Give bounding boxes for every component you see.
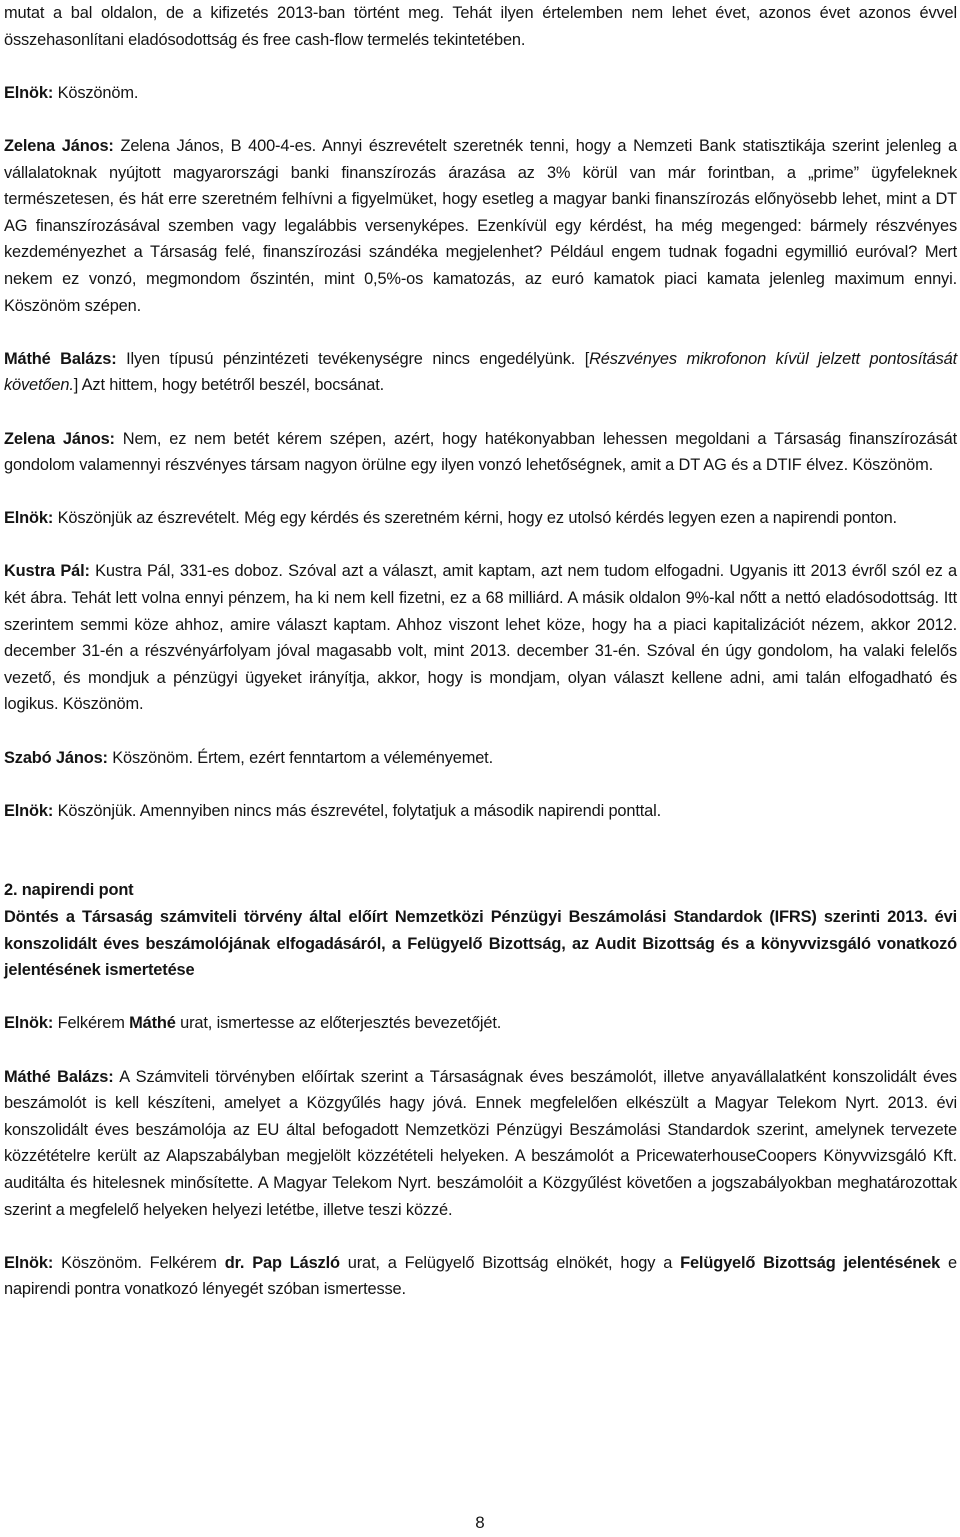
paragraph-text: A Számviteli törvényben előírtak szerint a Társaságnak éves beszámolót, illetve anyavállalatként konszolidált éves beszámolót is kell készíteni, amelyet a Közgyűlés hagy jóvá. Ennek megfelelően elkészült a Magyar Telekom Nyrt. 2013. évi konszolidált éves beszámolója az EU által befogadott Nemzetközi Pénzügyi Beszámolási Standardok szerint, amelynek tervezete közzétételre került az Alapszabályban megjelölt közzétételi helyeken. A beszámolót a PricewaterhouseCoopers Könyvvizsgáló Kft. auditálta és hitelesnek minősítette. A Magyar Telekom Nyrt. beszámolóit a Közgyűlést követően a jogszabályokban meghatározottak szerint a megfelelő helyeken helyezi letétbe, illetve teszi közzé. (4, 1067, 957, 1219)
speaker-name: Zelena János: (4, 429, 115, 448)
paragraph-text: Köszönjük az észrevételt. Még egy kérdés és szeretném kérni, hogy ez utolsó kérdés legyen ezen a napirendi ponton. (53, 509, 897, 528)
speaker-paragraph (4, 505, 957, 532)
speaker-paragraph (4, 80, 957, 107)
paragraph-text: urat, a Felügyelő Bizottság elnökét, hogy a (339, 1253, 681, 1272)
speaker-name: Elnök: (4, 1014, 54, 1033)
speaker-paragraph (4, 798, 957, 825)
bold-name: Máthé (129, 1014, 176, 1033)
speaker-paragraph (4, 346, 957, 399)
paragraph-text: Zelena János, B 400-4-es. Annyi észrevételt szeretnék tenni, hogy a Nemzeti Bank statisztikája szerint jelenleg a vállalatoknak nyújtott magyarországi banki finanszírozás árazása az 3% körül van már forintban, a „prime” ügyfeleknek természetesen, és hát erre szeretném felhívni a figyelmüket, hogy esetleg a magyar banki finanszírozás előnyösebb lehet, mint a DT AG finanszírozásával szemben vagy legalábbis versenyképes. Ezenkívül egy kérdést, ha még megenged: bármely részvényes kezdeményezhet a Társaság felé, finanszírozási szándéka megjelenhet? Például engem tudnak fogadni egymillió euróval? Mert nekem ez vonzó, megmondom őszintén, mint 0,5%-os kamatozás, az euró kamatok piaci kamata jelenleg maximum ennyi. Köszönöm szépen. (4, 136, 958, 315)
paragraph-text: Kustra Pál, 331-es doboz. Szóval azt a választ, amit kaptam, azt nem tudom elfogadni. Ugyanis itt 2013 évről szól ez a két ábra. Tehát lett volna ennyi pénzem, ha ki nem kell fizetni, ez a 68 milliárd. A másik oldalon 9%-kal nőtt a nettó eladósodottság. Itt szerintem semmi köze ahhoz, amire választ kaptam. Ahhoz viszont lehet köze, hogy ha a piaci kapitalizációt nézem, akkor 2012. december 31-én a részvényárfolyam jóval magasabb volt, mint 2013. december 31-én. Szóval én úgy gondolom, ha valaki felelős vezető, és mondjuk a pénzügyi ügyeket irányítja, akkor, hogy is mondjam, olyan választ kellene adni, ami talán elfogadható és logikus. Köszönöm. (4, 562, 957, 714)
document-page (4, 0, 957, 1330)
speaker-name: Elnök: (4, 1253, 54, 1272)
speaker-name: Elnök: (4, 801, 54, 820)
page-number: 8 (475, 1513, 485, 1532)
speaker-paragraph (4, 558, 957, 718)
speaker-name: Máthé Balázs: (4, 1067, 114, 1086)
speaker-paragraph (4, 1250, 957, 1303)
paragraph-text: Nem, ez nem betét kérem szépen, azért, hogy hatékonyabban lehessen megoldani a Társaság finanszírozását gondolom valamennyi részvényes társam nagyon örülne egy ilyen vonzó lehetőségnek, amit a DT AG és a DTIF élvez. Köszönöm. (4, 429, 957, 475)
paragraph-text: Köszönöm. (53, 83, 139, 102)
paragraph-text: Köszönöm. Felkérem (53, 1253, 225, 1272)
speaker-name: Kustra Pál: (4, 562, 90, 581)
speaker-paragraph (4, 133, 957, 319)
paragraph-text: Ilyen típusú pénzintézeti tevékenységre nincs engedélyünk. [ (116, 349, 590, 368)
speaker-paragraph (4, 426, 957, 479)
paragraph-text: urat, ismertesse az előterjesztés bevezetőjét. (175, 1014, 502, 1033)
speaker-paragraph (4, 745, 957, 772)
paragraph-text: Köszönjük. Amennyiben nincs más észrevétel, folytatjuk a második napirendi ponttal. (53, 801, 662, 820)
bold-phrase: Felügyelő Bizottság jelentésének (680, 1253, 941, 1272)
paragraph-continuation (4, 0, 957, 53)
paragraph-text: mutat a bal oldalon, de a kifizetés 2013-ban történt meg. Tehát ilyen értelemben nem lehet évet, azonos évet azonos évvel összehasonlítani eladósodottság és free cash-flow termelés tekintetében. (4, 4, 957, 49)
paragraph-text: e napirendi pontra vonatkozó lényegét szóban ismertesse. (4, 1253, 957, 1299)
speaker-name: Máthé Balázs: (4, 349, 117, 368)
speaker-name: Elnök: (4, 83, 54, 102)
paragraph-text: ] Azt hittem, hogy betétről beszél, bocsánat. (73, 376, 385, 395)
speaker-name: Elnök: (4, 509, 54, 528)
speaker-paragraph (4, 1010, 957, 1037)
agenda-number: 2. napirendi pont (4, 881, 134, 900)
speaker-paragraph (4, 1064, 957, 1224)
speaker-name: Szabó János: (4, 748, 108, 767)
speaker-name: Zelena János: (4, 136, 114, 155)
paragraph-text: Köszönöm. Értem, ezért fenntartom a véleményemet. (107, 748, 493, 767)
bold-name: dr. Pap László (224, 1253, 340, 1272)
agenda-heading (4, 877, 957, 983)
paragraph-text: Felkérem (53, 1014, 130, 1033)
agenda-title: Döntés a Társaság számviteli törvény által előírt Nemzetközi Pénzügyi Beszámolási Standardok (IFRS) szerinti 2013. évi konszolidált éves beszámolójának elfogadásáról, a Felügyelő Bizottság, az Audit Bizottság és a könyvvizsgáló vonatkozó jelentésének ismertetése (4, 908, 957, 980)
italic-note: Részvényes mikrofonon kívül jelzett pontosítását követően. (4, 349, 957, 395)
